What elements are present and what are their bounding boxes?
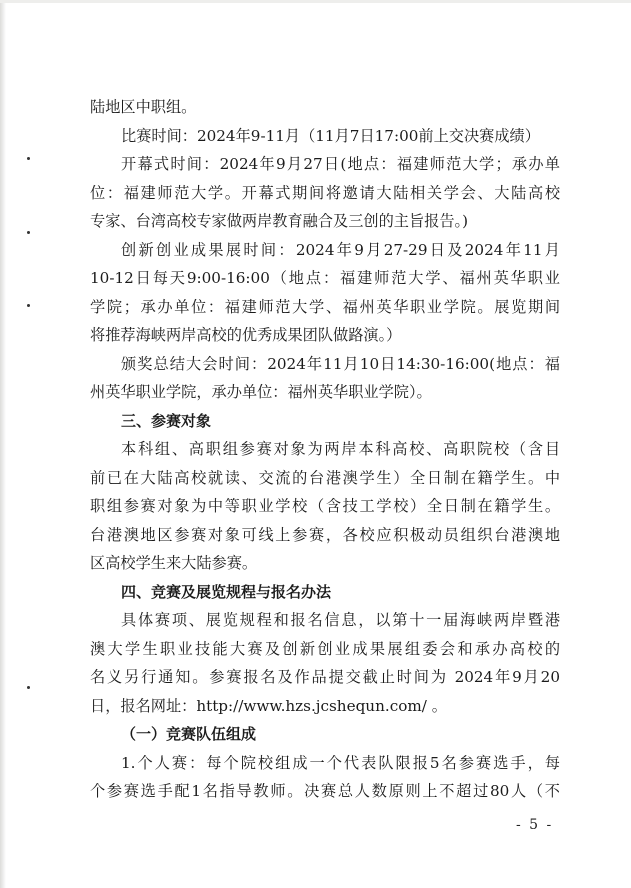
text-line: 1.个人赛：每个院校组成一个代表队限报5名参赛选手，每 (121, 753, 560, 772)
text-line: 名义另行通知。参赛报名及作品提交截止时间为 2024年9月20 (90, 668, 560, 686)
text-line: 创新创业成果展时间：2024年9月27-29日及2024年11月 (121, 240, 560, 259)
scan-top-edge (0, 0, 631, 3)
text-line: 区高校学生来大陆参赛。 (90, 554, 258, 572)
section-heading: 三、参赛对象 (121, 411, 212, 430)
text-line: 州英华职业学院，承办单位：福州英华职业学院）。 (90, 383, 432, 401)
subsection-heading: （一）竞赛队伍组成 (121, 725, 257, 743)
scan-left-edge (0, 0, 6, 888)
text-line: 本科组、高职组参赛对象为两岸本科高校、高职院校（含目 (121, 440, 560, 458)
text-line: 职组参赛对象为中等职业学校（含技工学校）全日制在籍学生。 (90, 497, 560, 515)
text-line: 位：福建师范大学。开幕式期间将邀请大陆相关学会、大陆高校 (90, 183, 560, 202)
text-line: 日，报名网址：http://www.hzs.jcshequn.com/ 。 (90, 696, 447, 715)
page-number: - 5 - (516, 817, 554, 833)
document-body (90, 93, 560, 806)
section-heading: 四、竞赛及展览规程与报名办法 (121, 582, 332, 601)
text-line: 10-12日每天9:00-16:00（地点：福建师范大学、福州英华职业 (90, 269, 560, 287)
text-line: 专家、台湾高校专家做两岸教育融合及三创的主旨报告。) (90, 212, 469, 230)
text-line: 颁奖总结大会时间：2024年11月10日14:30-16:00(地点：福 (121, 354, 560, 373)
text-line: 前已在大陆高校就读、交流的台港澳学生）全日制在籍学生。中 (90, 468, 560, 487)
scan-speck (27, 686, 30, 689)
scan-speck (27, 157, 30, 160)
text-line: 陆地区中职组。 (90, 98, 197, 116)
text-line: 将推荐海峡两岸高校的优秀成果团队做路演。） (90, 326, 402, 344)
text-line: 台港澳地区参赛对象可线上参赛，各校应积极动员组织台港澳地 (90, 525, 560, 544)
text-line: 比赛时间：2024年9-11月（11月7日17:00前上交决赛成绩） (121, 126, 540, 145)
text-line: 澳大学生职业技能大赛及创新创业成果展组委会和承办高校的 (90, 639, 560, 658)
text-line: 开幕式时间：2024年9月27日(地点：福建师范大学；承办单 (121, 155, 560, 173)
text-line: 具体赛项、展览规程和报名信息，以第十一届海峡两岸暨港 (121, 611, 560, 629)
text-line: 个参赛选手配1名指导教师。决赛总人数原则上不超过80人（不 (90, 782, 560, 800)
text-line: 学院；承办单位：福建师范大学、福州英华职业学院。展览期间 (90, 297, 560, 316)
scan-speck (27, 304, 30, 307)
scan-speck (27, 231, 30, 234)
